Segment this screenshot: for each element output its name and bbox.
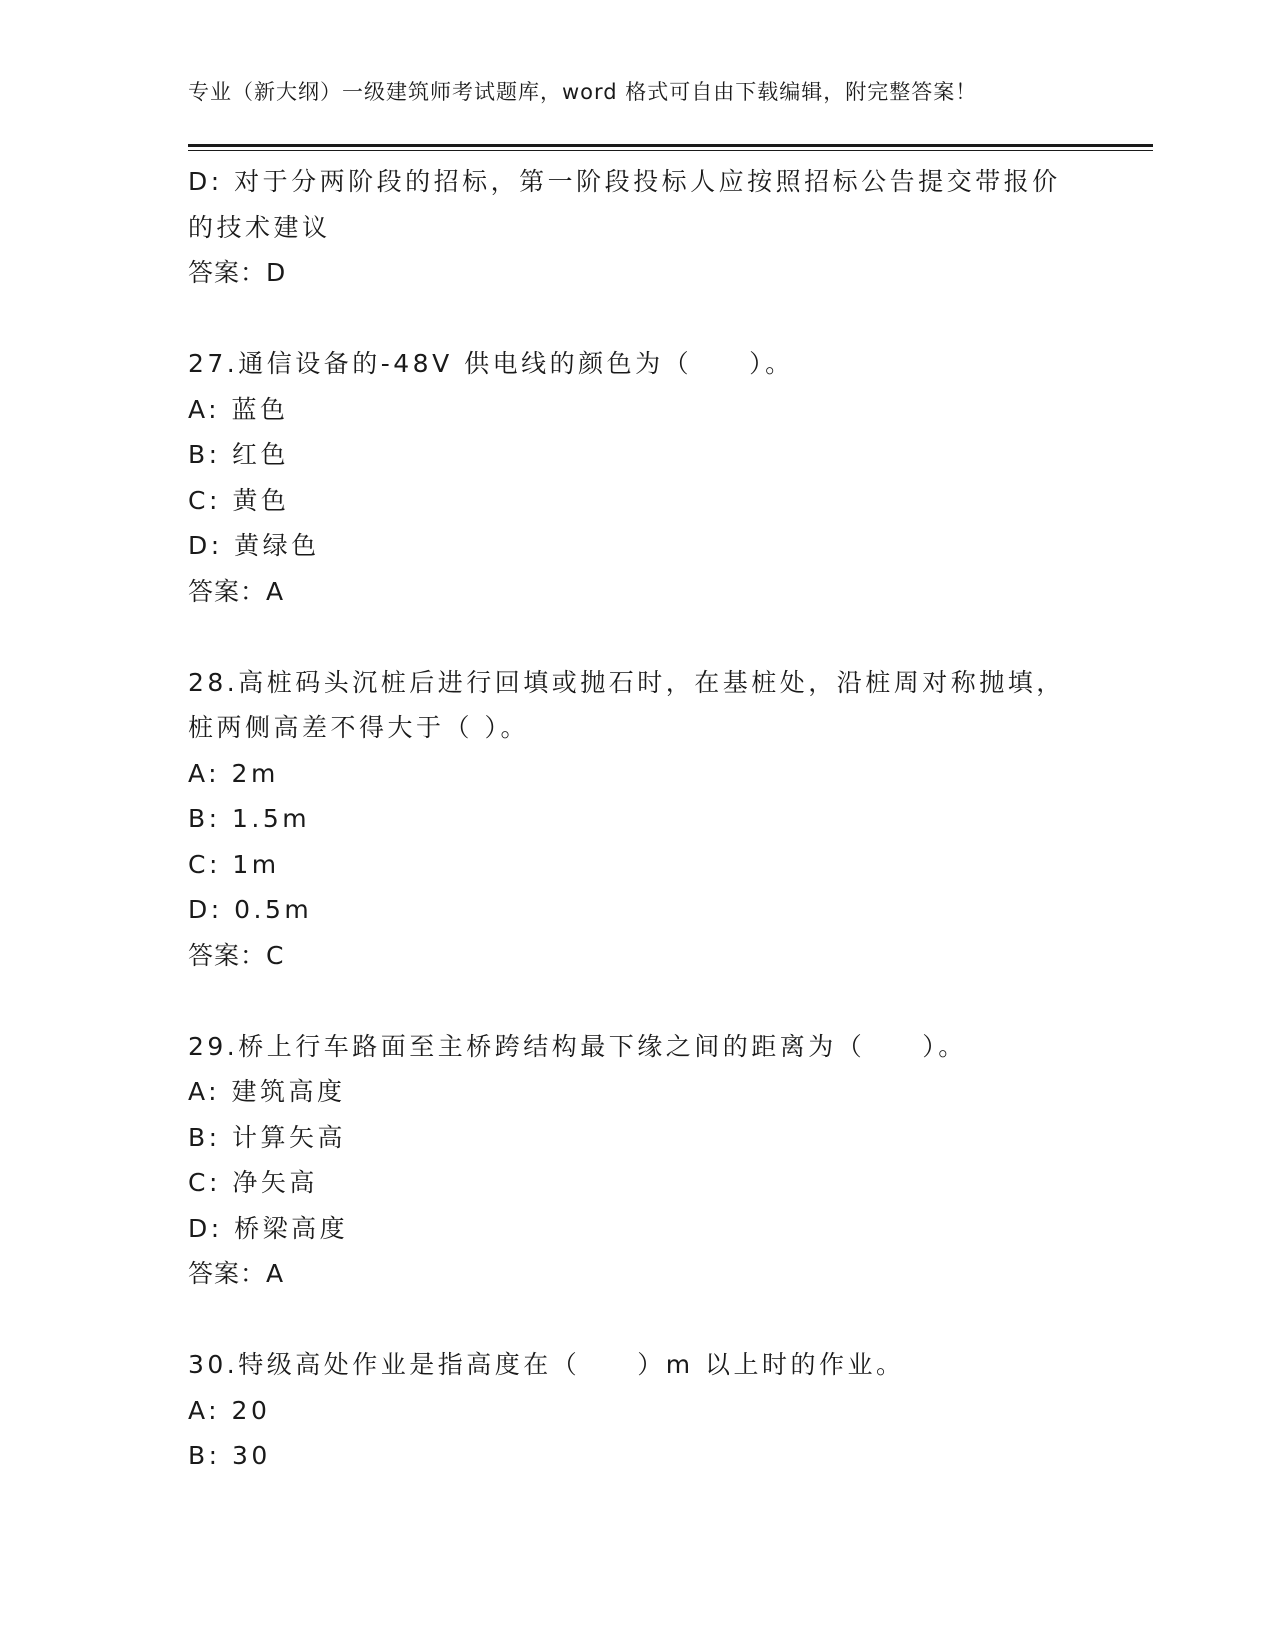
answer-line: 答案：C [188,940,285,970]
header-rule-thick [188,144,1153,147]
answer-line: 答案：A [188,576,285,606]
question-30 [188,1342,1088,1479]
option-line: D: 对于分两阶段的招标，第一阶段投标人应按照招标公告提交带报价 [188,167,1061,196]
option-a: A: 20 [188,1395,271,1425]
option-b: B: 1.5m [188,804,311,833]
option-b: B: 30 [188,1441,271,1470]
option-c: C: 1m [188,849,280,879]
option-d: D: 黄绿色 [188,531,320,560]
option-d: D: 0.5m [188,895,313,924]
option-line: 的技术建议 [188,212,331,242]
question-stem: 30.特级高处作业是指高度在（ ）m 以上时的作业。 [188,1350,905,1379]
header-rule-thin [188,150,1153,151]
carryover-block [188,159,1088,296]
option-d: D: 桥梁高度 [188,1213,349,1243]
page-header: 专业（新大纲）一级建筑师考试题库，word 格式可自由下载编辑，附完整答案！ [188,80,978,104]
question-27 [188,341,1088,614]
question-stem: 28.高桩码头沉桩后进行回填或抛石时，在基桩处，沿桩周对称抛填， [188,667,1065,697]
option-c: C: 黄色 [188,485,290,515]
question-stem: 29.桥上行车路面至主桥跨结构最下缘之间的距离为（ ）。 [188,1031,967,1061]
option-c: C: 净矢高 [188,1168,318,1197]
option-b: B: 计算矢高 [188,1122,347,1152]
option-b: B: 红色 [188,440,290,469]
document-body [188,159,1088,1479]
question-stem: 27.通信设备的-48V 供电线的颜色为（ ）。 [188,349,794,378]
question-stem: 桩两侧高差不得大于（ ）。 [188,713,529,742]
question-29 [188,1024,1088,1297]
answer-line: 答案：D [188,258,287,287]
option-a: A: 蓝色 [188,394,289,424]
option-a: A: 建筑高度 [188,1077,346,1106]
answer-line: 答案：A [188,1259,285,1288]
option-a: A: 2m [188,758,279,788]
question-28 [188,660,1088,979]
